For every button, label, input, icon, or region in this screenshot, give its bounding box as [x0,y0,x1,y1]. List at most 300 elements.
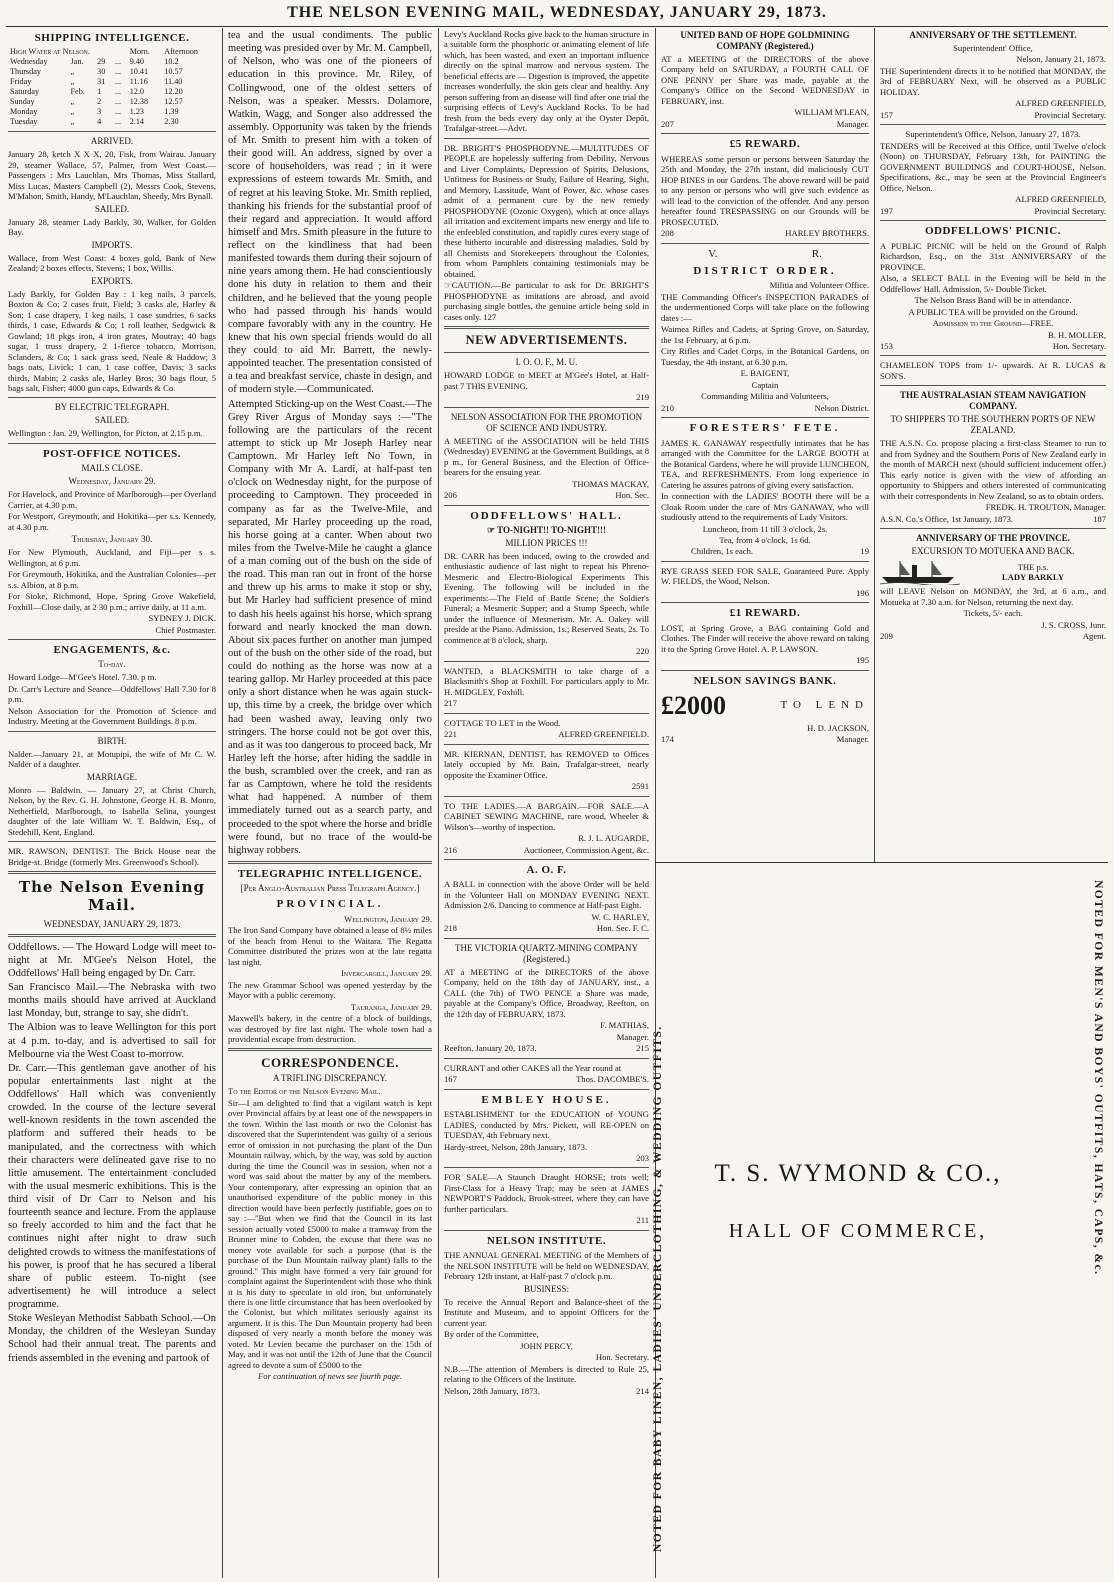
postmaster-title: Chief Postmaster. [155,624,216,635]
vr-letter: R. [811,247,822,260]
tide-cell: ... [114,107,122,117]
correspondence-heading: CORRESPONDENCE. [261,1055,399,1071]
tide-cell: Tuesday [10,117,38,127]
cottage-footer [444,729,649,739]
ladies-title: Auctioneer, Commission Agent, &c. [523,844,649,855]
ad-number: 209 [880,631,893,642]
sailed-heading: SAILED. [94,203,130,214]
masthead: THE NELSON EVENING MAIL, WEDNESDAY, JANUARY 29, 1873. [287,4,827,21]
foresters-text-2: In connection with the LADIES' BOOTH there will be a Cloak Room under the care of Mrs GANAWAY, who will studiously attend to the requirements of Lady Visitors. [661,491,869,523]
tide-col-morn: Morn. [129,47,150,57]
excursion-tickets: Tickets, 5/- each. [963,608,1023,619]
aof-footer [444,923,649,933]
tide-cell: Wednesday [10,57,48,67]
foresters-text: JAMES K. GANAWAY respectfully intimates that he has arranged with the Committee for the LARGE BOOTH at the Botanical Gardens, where he will provide LUNCHEON, TEA, and REFRESHMENTS. From long experience in Catering he assures patrons of giving every satisfaction. [661,437,869,490]
divider [444,1089,649,1090]
aof-signature: W. C. HARLEY, [591,911,649,922]
continuation-note: For continuation of news see fourth page. [258,1371,402,1382]
tide-row [8,107,216,117]
divider [661,602,869,603]
tide-cell: ... [114,87,122,97]
news-item: Oddfellows. — The Howard Lodge will meet to-night at Mr. M'Gee's Nelson Hotel, the Oddfellows' Hall being engaged by Dr. Carr. [8,941,216,979]
tide-row [8,77,216,87]
foresters-price: Children, 1s each. [691,546,754,557]
ad-number: 218 [444,923,457,934]
divider [444,713,649,714]
imports-text: Wallace, from West Coast: 4 boxes gold, Bank of New Zealand; 2 boxes effects, Stevens; 1 box, Willis. [8,252,216,274]
divider [661,561,869,562]
anniversary-title: Provincial Secretary. [1034,109,1106,120]
arrived-text: January 28, ketch X X X, 20, Fisk, from Wairau. January 29, steamer Wallace, 57, Palmer, from West Coast.—Passengers : Mrs Lauchlan, Mrs Thomas, Miss Stallard, Miss Lucas, Masters Campbell (2), Messrs Cook, Stevens, M'Mahon, Smith, Handy, M'Lauchlan, Sheedy, Mrs Bynall. [8,149,216,202]
ad-number: 197 [880,205,893,216]
provincial-heading: PROVINCIAL. [276,898,384,911]
column-4 [661,28,869,860]
tide-cell: 30 [97,67,106,77]
tide-cell: 12.0 [129,87,145,97]
invercargill-text: The new Grammar School was opened yesterday by the Mayor with a public ceremony. [228,979,432,1001]
correspondence-text: Sir—I am delighted to find that a vigilant watch is kept over Provincial affairs by at least one of the newspapers in the town. Within the last month or two the Colonist has discovered that the Superintendent was guilty of a serious error of omission in not purchasing the plant of the Dun Mountain railway, which, by the way, was sold by auction during the time the Council was in session, when not a word was said about the matter by any of the members. Your contemporary, after expressing an opinion that an unauthorised expenditure of the public money in this direction would have been perfectly justifiable, goes on to say :—"But when we find that the Council in its last session actually voted £5000 to make a tramway from the Brunner mine to Cobden, the excuse that there was no money vote available for such a purpose (that is the purchase of the Dun Mountain railway plant) falls to the ground." This might have formed a very fair ground for complaint against the Superintendent with those who think it is his duty to speculate in old iron, but unfortunately there is one little circumstance that has been overlooked by the Colonist, but which militates seriously against its argument. It is this. The Dun Mountain property had been disposed of very nearly a month before the money was voted. Mr Levien became the purchaser on the 15th of May, and it was not until the 12th of June that the Council agreed to devote a sum of £5000 to the [228,1097,432,1370]
picnic-text-2: Also, a SELECT BALL in the Evening will be held in the Oddfellows' Hall. Admission, 5/- Double Ticket. [880,273,1106,294]
telegraph-text: Wellington : Jan. 29, Wellington, for Picton, at 2.15 p.m. [8,428,203,439]
divider [444,1230,649,1231]
excursion-signature: J. S. CROSS, Junr. [1041,619,1106,630]
institute-text: THE ANNUAL GENERAL MEETING of the Members of the NELSON INSTITUTE will be held on WEDNESDAY, February 12th instant, at Half-past 7 o'clock p.m. [444,1250,649,1282]
tide-cell: ... [114,97,122,107]
divider [661,670,869,671]
oddfellows-text: DR. CARR has been induced, owing to the crowded and enthusiastic audience of last night to repeat his Phreno-Mesmeric and Electro-Biological Experiments This Evening. The following will be included in the experiments:—The Field of Battle Scene; the Soldier's Funeral; a Mesmeric Supper; and a Stump Speech, while under the influence of Mesmerism. Mr. A. Oakey will preside at the Piano. Admission, 1s.; Reserved Seats, 2s. To commence at 8 o'clock, sharp. [444,550,649,645]
wednesday-heading: Wednesday, January 29. [68,476,156,487]
ad-number: 153 [880,341,893,351]
telegraph-heading: BY ELECTRIC TELEGRAPH. [54,402,170,413]
divider [661,417,869,418]
victoria-title: Manager. [616,1031,649,1042]
association-heading: NELSON ASSOCIATION FOR THE PROMOTION OF SCIENCE AND INDUSTRY. [450,411,643,433]
tide-row [8,57,216,67]
telegraphic-heading: TELEGRAPHIC INTELLIGENCE. [237,867,423,880]
asn-date: A.S.N. Co.'s Office, 1st January, 1873. [880,513,1014,524]
five-pound-reward-heading: £5 REWARD. [729,138,801,151]
foresters-price: Luncheon, from 11 till 3 o'clock, 2s. [702,523,828,534]
masthead-rule [6,26,1108,27]
ad-number: 167 [444,1074,457,1085]
tide-cell: Feb. [70,87,85,97]
tide-cell: Thursday [10,67,41,77]
chameleon-ad: CHAMELEON TOPS from 1/- upwards. At R. LUCAS & SON'S. [880,360,1106,381]
rye-grass-ad: RYE GRASS SEED FOR SALE, Guaranteed Pure. Apply W. FIELDS, the Wood, Nelson. [661,565,869,587]
wymond-advertisement [662,860,1054,1560]
stoke-continued: tea and the usual condiments. The public meeting was presided over by Mr. M. Campbell, of Nelson, who was one of the pioneers of education in this province. Mr. Riley, of Collingwood, one of the oldest setters of Nelson, was a speaker. Messrs. Dolamore, Watkin, Wagg, and Songer also addressed the assembly. Opportunity was taken by the friends of Mr. Smith to present him with a token of their good will. An address, signed by over a score of householders, was read ; in it were expressions of esteem towards Mr. Smith, and of regret at his leaving Stoke. Mr. Smith replied, thanking his friends for the substantial proof of their regard and appreciation. It would afford himself and Mrs. Smith pleasure in the future to reflect on the kindliness that had been manifested towards them during their sojourn of nine years among them. He had conscientiously done his duty in relation to them and their children, and he believed that the young people who had passed through his hands would compare favorably with any in the country. He knew that his own special friends would do all they could to aid Mr. Barrett, the newly-appointed teacher. The presentation consisted of a tea and breakfast service, chaste in design, and of modern style.—Communicated. [228,30,432,396]
ad-number: 187 [1093,513,1106,524]
district-order-signature: E. BAIGENT, [740,368,790,379]
anniversary-province-heading: ANNIVERSARY OF THE PROVINCE. [916,533,1070,544]
district-order-rank: Captain [751,379,779,390]
divider [444,352,649,353]
column-1 [8,28,216,1576]
engagement-item: Nelson Association for the Promotion of Science and Industry. Meeting at the Government Buildings. 8 p.m. [8,705,216,727]
tide-cell: 1.39 [164,107,179,117]
ship-ps: THE p.s. [1017,561,1049,572]
marriage-text: Monro — Baldwin. — January 27, at Christ Church, Nelson, by the Rev. G. H. Johnstone, George H. B. Monro, Netherfield, Marlborough, to Isabella Selina, youngest daughter of the late William W. T. Baldwin, Esq., of Stedehill, Kent, England. [8,784,216,837]
divider [444,407,649,408]
aof-heading: A. O. F. [526,864,567,877]
horse-ad: FOR SALE—A Staunch Draught HORSE; trots well; First-Class for a Heavy Trap; may be seen at JAMES NEWPORT'S Paddock, Brook-street, where they can have further particulars. [444,1172,649,1214]
marriage-heading: MARRIAGE. [86,771,138,782]
institute-footer [444,1386,649,1396]
ad-number: 174 [661,734,674,745]
divider [444,1058,649,1059]
birth-heading: BIRTH. [97,735,127,746]
wymond-name: T. S. WYMOND & CO., [714,1160,1002,1187]
ad-number: 221 [444,729,457,740]
divider [444,326,649,329]
exports-heading: EXPORTS. [91,275,133,286]
vr-letter: V. [708,247,718,260]
divider [444,796,649,797]
victoria-date: Reefton, January 20, 1873. [444,1043,537,1054]
district-order-office: Militia and Volunteer Office. [769,280,869,291]
divider [880,124,1106,125]
mail-item: For Greymouth, Hokitika, and the Australian Colonies—per s.s. Albion, at 8 p.m. [8,569,216,590]
engagement-item: Dr. Carr's Lecture and Seance—Oddfellows' Hall 7.30 for 8 p.m. [8,683,216,705]
divider [8,131,216,132]
tide-cell: 1.23 [129,107,145,117]
reward-footer [661,228,869,238]
mail-item: For Havelock, and Province of Marlborough—per Overland Carrier, at 4.30 p.m. [8,489,216,510]
victoria-text: AT a MEETING of the DIRECTORS of the above Company, held on the 18th day of JANUARY, inst., a CALL (the 7th) of TWO PENCE a Share was made, payable at the Company's Office, Broadway, Reefton, on the 12th day of FEBRUARY, 1873. [444,966,649,1019]
right-vertical-slogan: NOTED FOR MEN'S AND BOYS' OUTFITS, HATS, CAPS, &c. [1092,880,1104,1276]
tide-cell: „ [70,117,75,127]
excursion-footer [880,631,1106,641]
tauranga-dateline: Tauranga, January 29. [350,1001,432,1012]
tide-cell: 2.30 [164,117,179,127]
divider [8,639,216,640]
picnic-signature: B. H. MOLLER, [1047,329,1106,340]
tide-cell: Sunday [10,97,35,107]
tenders-signature: ALFRED GREENFIELD, [1015,194,1106,205]
district-order-item: City Rifles and Cadet Corps, in the Botanical Gardens, on Tuesday, the 4th instant, at 6.30 p.m. [661,346,869,367]
divider [228,861,432,864]
picnic-text-3: The Nelson Brass Band will be in attendance. [914,295,1072,306]
oddfellows-picnic-heading: ODDFELLOWS' PICNIC. [924,225,1062,238]
divider [444,505,649,506]
institute-nb: N.B.—The attention of Members is directed to Rule 25, relating to the Officers of the Institute. [444,1363,649,1385]
tide-cell: 3 [97,107,102,117]
divider [8,841,216,842]
tide-cell: 12.57 [164,97,183,107]
tide-cell: „ [70,67,75,77]
tide-cell: 12.20 [164,87,183,97]
million-prices: MILLION PRICES !!! [505,537,588,548]
news-item: Dr. Carr.—This gentleman gave another of his popular entertainments last night at the Oddfellows' Hall which was conveniently crowded. In the course of the lecture several well-known residents in the town ascended the platform and suffered their heads to be manipulated, and the correctness with which their characters were delineated gave rise to no little amusement. The entertainment concluded with the usual mesmeric exhibitions. This is the third visit of Dr Carr to Nelson and his fourteenth seance and lecture. From the applause so freely accorded to him and the fact that he continues night after night to draw such delighted crowds to witness the manifestations of his power, is proof that he has secured a liberal share of public esteem. To-night (see advertisement) he will introduce a select programme. [8,1062,216,1311]
business-item: To receive the Annual Report and Balance-sheet of the Institute and Museum, and to appoint Officers for the current year. [444,1296,649,1328]
picnic-footer [880,341,1106,351]
aof-text: A BALL in connection with the above Order will be held in the Volunteer Hall on MONDAY EVENING NEXT. Admission 2/6. Dancing to commence at Half-past Eight. [444,879,649,911]
correspondence-subheading: A TRIFLING DISCREPANCY. [272,1073,388,1084]
district-order-heading: DISTRICT ORDER. [693,265,837,278]
ioof-heading: I. O. O. F., M. U. [515,357,578,368]
anniversary-settlement-heading: ANNIVERSARY OF THE SETTLEMENT. [909,30,1077,40]
ladies-footer [444,845,649,855]
tide-cell: „ [70,77,75,87]
district-order-footer [661,403,869,413]
tide-table [8,47,216,127]
divider [444,859,649,860]
district-order-item: Waimea Rifles and Cadets, at Spring Grove, on Saturday, the 1st February, at 6 p.m. [661,324,869,345]
association-text: A MEETING of the ASSOCIATION will be held THIS (Wednesday) EVENING at the Government Buildings, at 8 p m., for General Business, and the Election of Office-bearers for the ensuing year. [444,435,649,478]
cottage-ad: COTTAGE TO LET in the Wood. [444,717,561,728]
invercargill-dateline: Invercargill, January 29. [340,968,432,979]
divider [8,871,216,874]
victoria-footer [444,1043,649,1053]
anniversary-signature: ALFRED GREENFIELD, [1015,98,1106,109]
divider [880,528,1106,529]
tide-cell: Saturday [10,87,40,97]
district-order-text: THE Commanding Officer's INSPECTION PARADES of the undermentioned Corps will take place on the following dates :— [661,291,869,323]
imports-heading: IMPORTS. [91,239,133,250]
tide-row [8,97,216,107]
tide-cell: 10.41 [129,67,149,77]
tide-cell: 4 [97,117,102,127]
ladies-signature: R. J. L. AUGARDE, [578,833,649,844]
vr-monogram [661,248,869,261]
wymond-hall: HALL OF COMMERCE, [728,1220,988,1242]
arrived-heading: ARRIVED. [90,136,134,147]
asn-footer [880,514,1106,524]
new-advertisements-heading: NEW ADVERTISEMENTS. [465,333,628,348]
institute-heading: NELSON INSTITUTE. [486,1234,607,1247]
picnic-text-5: Admission to the Ground—FREE. [932,318,1054,329]
kiernan-ad: MR. KIERNAN, DENTIST, has REMOVED to Offices lately occupied by Mr. Bain, Trafalgar-street, nearly opposite the Examiner Office. [444,748,649,780]
left-vertical-slogan: NOTED FOR BABY LINEN, LADIES' UNDERCLOTHING, & WEDDING OUTFITS. [652,1025,664,1552]
tide-cell: 11.16 [129,77,148,87]
mail-item: For New Plymouth, Auckland, and Fiji—per s s. Wellington, at 6 p.m. [8,547,216,568]
tide-cell: ... [114,117,122,127]
shipping-heading: SHIPPING INTELLIGENCE. [34,32,190,44]
tide-cell: 31 [97,77,106,87]
tide-row [8,67,216,77]
excursion-title: Agent. [1082,631,1106,642]
tide-col-afternoon: Afternoon [164,47,198,57]
tide-cell: 10.2 [164,57,179,67]
divider [8,443,216,444]
lost-text: LOST, at Spring Grove, a BAG containing Gold and Clothes. The Finder will receive the above reward on taking it to the Spring Grove Hotel. A. P. LAWSON. [661,622,869,654]
column-divider [222,28,223,1578]
tide-cell: Friday [10,77,32,87]
mails-close-heading: MAILS CLOSE. [81,463,143,474]
band-of-hope-footer [661,119,869,129]
engagement-item: Howard Lodge—M'Gee's Hotel. 7.30. p m. [8,672,157,683]
divider [661,243,869,244]
correspondence-address: To the Editor of the Nelson Evening Mail. [228,1086,381,1097]
sticking-up-article: Attempted Sticking-up on the West Coast.—The Grey River Argus of Monday says :—"The following are the particulars of the recent attempt to stick up Mr Joseph Harley near Camptown. Mr Harley left No Town, in Company with Mr A. Lardi, at half-past ten o'clock on Wednesday night, for the purpose of proceeding to Camptown. They proceeded in company as far as the Twelve-Mile, and separated, Mr Harley proceeding up the road, his horse going at a canter. When about two miles from the Twelve-Mile he caught a glance of a man coming out of the bush on the side of the road. This man ran out in front of the horse and threw up his arms to make it stop or shy, but Mr Harley had sufficient presence of mind to dash his heels against his horse, which sprang forward and nearly knocked the man down. About six paces further on another man jumped out of the bush on the other side of the road, but could do nothing as the horse was now at a tearing gallop. Mr Harley proceeded at this pace only a short distance when he was again stuck-up, this time by a creek, the bridge over which had been washed away, leaving only two stringers. The horse could not be got over this, and as it was too dangerous to proceed back, Mr Harley left the horse, after hiding the saddle in the bush, scrambled over the creek, and ran as far as Camptown, where he told the residents what had happened. A number of them immediately turned out as a search party, and proceeded to the spot where the horse and bridle were found, but no trace of the would-be highway robbers. [228,398,432,856]
district-order-title: Commanding Militia and Volunteers, [701,391,829,402]
picnic-title: Hon. Secretary. [1052,341,1106,351]
savings-bank-footer [661,734,869,744]
tenders-text: TENDERS will be Received at this Office, until Twelve o'clock (Noon) on THURSDAY, February 13th, for PAINTING the GOVERNMENT BUILDINGS and COURT-HOUSE, Nelson. Specifications, &c., may be seen at the Provincial Engineer's Office, Nelson. [880,140,1106,193]
ad-number: 195 [856,655,869,666]
column-divider [438,28,439,1578]
today-heading: To-day. [98,659,126,670]
band-of-hope-signature: WILLIAM M'LEAN, [794,107,869,118]
thursday-heading: Thursday, January 30. [71,534,153,545]
tenders-office: Superintendent's Office, Nelson, January 27, 1873. [905,129,1081,140]
band-of-hope-heading: UNITED BAND OF HOPE GOLDMINING COMPANY (Registered.) [680,30,850,51]
reward-text: WHEREAS some person or persons between Saturday the 25th and Monday, the 27th instant, did maliciously CUT HOP BINES in our Gardens. The above reward will be paid to any person or persons who will give such evidence as will lead to the conviction of the offender. And any person hereafter found TRESPASSING on our Grounds will be PROSECUTED. [661,153,869,227]
telegraph-sailed-heading: SAILED. [94,415,130,426]
tenders-title: Provincial Secretary. [1034,205,1106,216]
ad-number: 215 [636,1043,649,1054]
tauranga-text: Maxwell's bakery, in the centre of a block of buildings, was destroyed by fire last night. The whole town had a providential escape from destruction. [228,1013,432,1044]
currant-footer [444,1074,649,1084]
mail-item: For Westport, Greymouth, and Hokitika—per s.s. Kennedy, at 4.30 p.m. [8,511,216,532]
tenders-footer [880,206,1106,216]
tide-cell: 10.57 [164,67,183,77]
ad-number: 210 [661,402,674,413]
tide-cell: 29 [97,57,106,67]
reward-signature: HARLEY BROTHERS. [785,228,869,239]
anniversary-office: Superintendent' Office, [953,42,1033,53]
band-of-hope-title: Manager. [836,118,869,129]
ad-number: 206 [444,490,457,501]
tide-cell: 2 [97,97,102,107]
anniversary-date: Nelson, January 21, 1873. [1016,54,1106,65]
tide-cell: 12.38 [129,97,149,107]
column-2 [228,28,432,1576]
one-pound-reward-heading: £1 REWARD. [729,607,801,620]
divider [444,744,649,745]
newspaper-title: The Nelson Evening Mail. [18,878,206,915]
asn-subheading: TO SHIPPERS TO THE SOUTHERN PORTS OF NEW ZEALAND. [890,414,1096,436]
ship-row [880,559,1106,585]
ad-number: 157 [880,109,893,120]
tide-cell: Jan. [70,57,84,67]
excursion-text: will LEAVE Nelson on MONDAY, the 3rd, at 6 a.m., and Motueka at 7.30 a.m. for Nelson, returning the next day. [880,586,1106,607]
tide-cell: 1 [97,87,102,97]
divider [444,1167,649,1168]
asn-signature: FREDK. H. TROUTON, Manager. [985,502,1106,513]
divider [444,938,649,939]
savings-bank-title: Manager. [836,734,869,745]
savings-bank-amount-row [661,690,869,722]
excursion-heading: EXCURSION TO MOTUEKA AND BACK. [911,546,1075,557]
oddfellows-hall-heading: ODDFELLOWS' HALL. [470,509,623,522]
tide-cell: ... [114,57,122,67]
savings-bank-lend: TO LEND [780,699,869,712]
embley-heading: EMBLEY HOUSE. [481,1093,612,1106]
engagements-heading: ENGAGEMENTS, &c. [53,644,171,657]
savings-bank-heading: NELSON SAVINGS BANK. [693,674,837,687]
caution-body: ☞CAUTION.—Be particular to ask for Dr. BRIGHT'S PHOSPHODYNE as imitations are abroad, and avoid purchasing single bottles, the genuine article being sold in cases only. [444,280,649,322]
band-of-hope-text: AT a MEETING of the DIRECTORS of the above Company held on SATURDAY, a FOURTH CALL OF ONE PENNY per Share was made, payable at the Company's Office on the Second WEDNESDAY in FEBRUARY, inst. [661,53,869,106]
blacksmith-ad: WANTED, a BLACKSMITH to take charge of a Blacksmith's Shop at Foxhill. For particulars apply to Mr. H. MIDGLEY, Foxhill. [444,665,649,697]
news-item: Stoke Wesleyan Methodist Sabbath School.—On Monday, the children of the Wesleyan Sunday School had their annual treat. The parents and friends assembled in the evening and partook of [8,1313,216,1364]
divider [228,1048,432,1051]
caution-text [444,280,649,322]
column-5 [880,28,1106,860]
rawson-ad: MR. RAWSON, DENTIST. The Brick House near the Bridge-st. Bridge (formerly Mrs. Greenwood's School). [8,846,216,867]
tide-cell: ... [114,77,122,87]
ad-number: 207 [661,118,674,129]
ad-number: 208 [661,228,674,239]
district-order-location: Nelson District. [814,402,869,413]
savings-bank-amount: £2000 [661,691,726,721]
tide-heading: High Water at Nelson. [10,47,90,57]
association-title: Hon. Sec. [615,490,649,501]
institute-by-order: By order of the Committee, [444,1329,539,1340]
ship-name: LADY BARKLY [1001,572,1065,583]
exports-text: Lady Barkly, for Golden Bay : 1 keg nails, 3 parcels, Boxton & Co; 2 cases fruit, Field; 3 casks ale, Harley & Son; 1 case drapery, 1 keg nails, 1 case sundries, 6 sacks thirds, 1 case, Edwards & Co; 1 roll leather, Sedgwick & Gowland; 18 pkgs iron, 4 iron grates, Moutray; 40 bags sugar, 1 truss drapery, 2 1-fierce tobacco, Morrison, Sclanders, & Co; 1 sack grass seed, Neale & Haddow; 3 bags oats, Livick; 1 can, 1 case coffee, Davis; 3 sacks thirds, Mabin; 2 casks ale, Harley Bros; 30 bags flour, 5 bags salt, Fisher; 4000 gun caps, Edwards & Co. [8,288,216,393]
foresters-price: Tea, from 4 o'clock, 1s 6d. [719,535,811,545]
divider [661,133,869,134]
foresters-fete-heading: FORESTERS' FETE. [689,422,841,435]
divider [880,220,1106,221]
mail-item: For Stoke, Richmond, Hope, Spring Grove Wakefield, Foxhill—Close daily, at 2 30 p.m.; arrive daily, at 11 a.m. [8,591,216,612]
anniversary-footer [880,110,1106,120]
column-divider [874,28,875,862]
news-item: The Albion was to leave Wellington for this port at 4 p.m. to-day, and is advertised to sail for Melbourne via the West Coast to-morrow. [8,1022,216,1060]
victoria-heading: THE VICTORIA QUARTZ-MINING COMPANY (Registered.) [454,942,639,964]
ad-number: 196 [856,587,869,598]
cottage-signature: ALFRED GREENFIELD. [558,729,649,740]
sailed-text: January 28, steamer Lady Barkly, 30, Walker, for Golden Bay. [8,216,216,238]
column-3 [444,28,649,1576]
tide-cell: „ [70,107,75,117]
asn-text: THE A.S.N. Co. propose placing a first-class Steamer to run to and from Sydney and the Southern Ports of New Zealand early in the month of MARCH next (should sufficient inducement offer.) This early notice is given with the view of affording an opportunity to Shippers and others interested of communicating with their correspondents in New Zealand, so as to obtain orders. [880,438,1106,501]
victoria-signature: F. MATHIAS, [600,1020,649,1031]
ad-number: 2591 [631,781,649,792]
ad-number: 216 [444,844,457,855]
institute-title: Hon. Secretary. [595,1352,649,1363]
institute-date: Nelson, 28th January, 1873. [444,1385,540,1396]
telegraphic-subheading: [Per Anglo-Australian Press Telegraph Agency.] [240,883,420,894]
ad-number: 211 [636,1215,649,1226]
savings-bank-signature: H. D. JACKSON, [807,722,869,733]
tide-cell: ... [114,67,122,77]
divider [880,355,1106,356]
tide-cell: 11.40 [164,77,183,87]
ad-number: 219 [636,392,649,403]
divider [8,397,216,398]
tide-cell: 9.40 [129,57,145,67]
divider [8,934,216,937]
wellington-text: The Iron Sand Company have obtained a lease of 8½ miles of the beach from Henui to the Waitara. The Regatta Committee distributed the prizes won at the late regatta last night. [228,925,432,967]
tide-cell: „ [70,97,75,107]
tide-row [8,87,216,97]
ad-number: 127 [483,311,497,322]
divider [8,731,216,732]
anniversary-text: THE Superintendent directs it to be notified that MONDAY, the 3rd of FEBRUARY Next, will be observed as a PUBLIC HOLIDAY. [880,65,1106,97]
divider [880,385,1106,386]
association-footer [444,490,649,500]
birth-text: Nalder.—January 21, at Motupipi, the wife of Mr C. W. Nalder of a daughter. [8,748,216,770]
divider [444,138,649,139]
ad-number: 217 [444,698,457,709]
ladies-ad: TO THE LADIES.—A BARGAIN.—FOR SALE.—A CABINET SEWING MACHINE, rare wood, Wheeler & Wilson's—worthy of inspection. [444,800,649,832]
foresters-footer [661,546,869,556]
embley-date: Hardy-street, Nelson, 28th January, 1873. [444,1141,588,1152]
issue-date: WEDNESDAY, JANUARY 29, 1873. [43,918,181,929]
picnic-text-4: A PUBLIC TEA will be provided on the Ground. [908,306,1078,317]
ad-number: 203 [636,1153,649,1163]
ad-number: 19 [860,546,869,557]
news-item: San Francisco Mail.—The Nebraska with two months mails should have arrived at Auckland last Monday, but, strange to say, she didn't. [8,982,216,1020]
currant-ad: CURRANT and other CAKES all the Year round at [444,1062,622,1073]
aof-title: Hon. Sec. F. C. [596,923,649,934]
divider [444,661,649,662]
tide-cell: 2.14 [129,117,145,127]
picnic-text: A PUBLIC PICNIC will be held on the Ground of Ralph Richardson, Esq., on the 31st ANNIVERSARY of the PROVINCE. [880,240,1106,272]
tonight-banner: ☞ TO-NIGHT!! TO-NIGHT!!! [487,525,606,535]
